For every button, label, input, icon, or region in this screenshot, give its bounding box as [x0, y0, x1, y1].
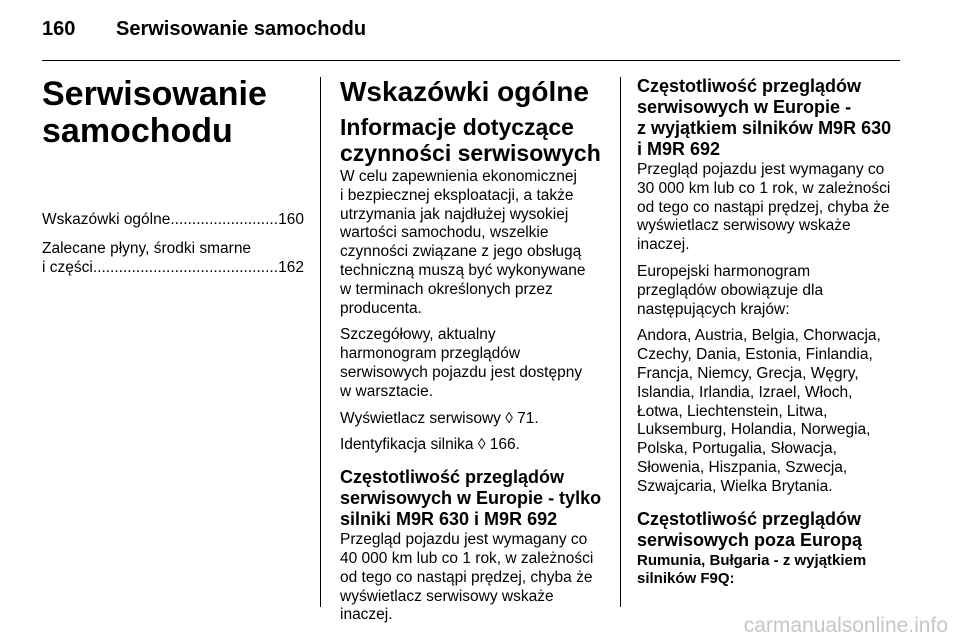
service-interval-heading: Częstotliwość przeglądów serwisowych w Europie - z wyjątkiem silników M9R 630 i M9R 692: [637, 76, 892, 159]
paragraph: Przegląd pojazdu jest wymagany co 30 000 km lub co 1 rok, w zależności od tego co nastąpi prędzej, chyba że wyświetlacz serwisowy wskaże inaczej.: [637, 161, 891, 254]
toc-entry-label: i części: [42, 259, 93, 276]
section-heading: Wskazówki ogólne: [340, 76, 589, 107]
paragraph: Szczegółowy, aktualny harmonogram przeglądów serwisowych pojazdu jest dostępny w warsztacie.: [340, 326, 583, 400]
toc-entry[interactable]: [42, 239, 304, 277]
subsection-heading: Informacje dotyczące czynności serwisowych: [340, 114, 601, 166]
column-divider-right: [620, 77, 621, 607]
cross-reference[interactable]: Identyfikacja silnika ◊ 166.: [340, 436, 520, 454]
subsection-heading: Rumunia, Bułgaria - z wyjątkiem silników F9Q:: [637, 551, 867, 587]
toc-entry-page: 160: [278, 211, 304, 228]
paragraph: Europejski harmonogram przeglądów obowiązuje dla następujących krajów:: [637, 262, 824, 318]
left-column: [42, 76, 304, 287]
cross-reference[interactable]: Wyświetlacz serwisowy ◊ 71.: [340, 409, 539, 427]
running-header-title: Serwisowanie samochodu: [116, 18, 367, 40]
header-rule: [42, 60, 900, 61]
service-interval-heading: Częstotliwość przeglądów serwisowych w Europie - tylko silniki M9R 630 i M9R 692: [340, 467, 602, 530]
watermark: carmanualsonline.info: [743, 614, 948, 637]
page-number: 160: [42, 18, 76, 40]
right-column: [637, 76, 902, 588]
column-divider-left: [320, 77, 321, 607]
toc-leader-dots: [93, 258, 278, 277]
toc-entry-label-line1: Zalecane płyny, środki smarne: [42, 240, 252, 257]
paragraph: Przegląd pojazdu jest wymagany co 40 000 km lub co 1 rok, w zależności od tego co nastąpi prędzej, chyba że wyświetlacz serwisowy wskaże inaczej.: [340, 531, 594, 624]
toc-entry[interactable]: [42, 210, 304, 229]
toc-entry-label: Wskazówki ogólne: [42, 211, 171, 228]
middle-column: [340, 76, 605, 633]
toc-entry-page: 162: [278, 259, 304, 276]
chapter-title: Serwisowanie samochodu: [42, 75, 267, 150]
country-list: Andora, Austria, Belgia, Chorwacja, Czechy, Dania, Estonia, Finlandia, Francja, Niemcy, Grecja, Węgry, Islandia, Irlandia, Izrael, Włoch, Łotwa, Liechtenstein, Litwa, Luksemburg, Holandia, Norwegia, Polska, Portugalia, Słowacja, Słowenia, Hiszpania, Szwecja, Szwajcaria, Wielka Brytania.: [637, 327, 881, 495]
paragraph: W celu zapewnienia ekonomicznej i bezpiecznej eksploatacji, a także utrzymania jak najdłużej wysokiej wartości samochodu, wszelkie czynności związane z jego obsługą techniczną muszą być wykonywane w terminach określonych przez producenta.: [340, 168, 586, 317]
service-interval-heading: Częstotliwość przeglądów serwisowych poza Europą: [637, 508, 863, 550]
toc-leader-dots: [170, 210, 278, 229]
